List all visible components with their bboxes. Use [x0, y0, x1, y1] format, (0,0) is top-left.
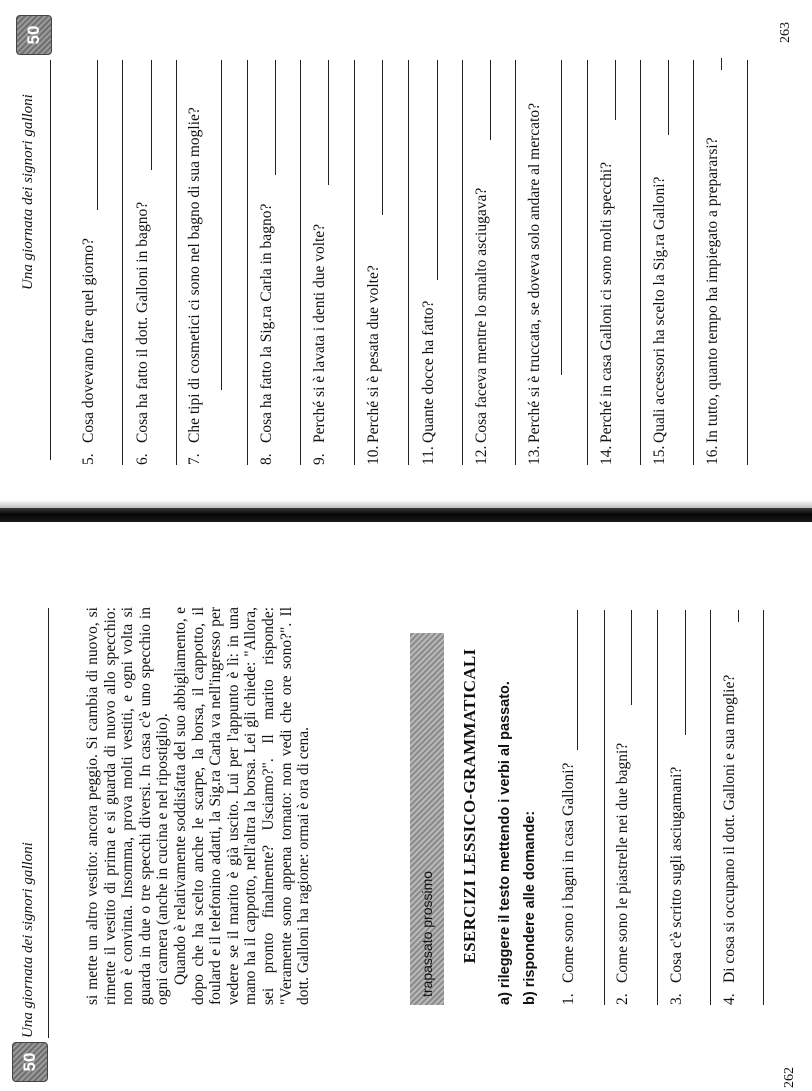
header-rule	[48, 608, 49, 1038]
answer-line-13b[interactable]	[587, 60, 588, 465]
running-head: Una giornata dei signori galloni	[20, 94, 36, 290]
answer-line-11b[interactable]	[462, 60, 463, 465]
question-text: Che tipi di cosmetici ci sono nel bagno di sua moglie?	[186, 107, 203, 443]
question-number: 5.	[80, 453, 97, 465]
question-text: Perché si è lavata i denti due volte?	[311, 223, 328, 443]
instruction-b	[522, 811, 538, 1005]
question-number: 7.	[186, 453, 203, 465]
answer-line-16b[interactable]	[747, 60, 748, 465]
answer-line-12a[interactable]	[490, 60, 491, 140]
question-text: Di cosa si occupano il dott. Galloni e sua moglie?	[721, 674, 738, 983]
question-text: Cosa c'è scritto sugli asciugamani?	[668, 766, 685, 983]
answer-line-8b[interactable]	[300, 60, 301, 465]
question-number: 10.	[365, 445, 382, 465]
grammar-tag	[410, 633, 444, 1005]
story-paragraph-1: si mette un altro vestito: ancora peggio. Si cambia di nuovo, si rimette il vestito di prima e si guarda di nuovo allo specchio: non è convinta. Insomma, prova molti vestiti, e ogni volta si guarda in due o tre specchi diversi. In casa c'è uno specchio in ogni camera (anche in cucina e nel ripostiglio).	[84, 607, 172, 1005]
answer-line-9b[interactable]	[354, 60, 355, 465]
answer-line-15a[interactable]	[668, 60, 669, 135]
grammar-tag-label: trapassato prossimo	[419, 870, 435, 997]
question-text: Perché si è pesata due volte?	[365, 265, 382, 443]
question-text: Cosa ha fatto il dott. Galloni in bagno?	[134, 201, 151, 443]
question-number: 8.	[258, 453, 275, 465]
answer-line-12b[interactable]	[515, 60, 516, 465]
question-1	[560, 763, 578, 1005]
page-number: 262	[782, 1067, 797, 1088]
question-number: 13.	[526, 445, 543, 465]
answer-line-10b[interactable]	[408, 60, 409, 465]
question-text: Quali accessori ha scelto la Sig.ra Galloni?	[651, 176, 668, 443]
chapter-number: 50	[20, 1052, 39, 1072]
answer-line-5a[interactable]	[97, 60, 98, 210]
instruction-a	[497, 681, 513, 1005]
instruction-a-text: rileggere il testo mettendo i verbi al passato.	[497, 681, 513, 989]
answer-line-2b[interactable]	[657, 610, 658, 1005]
question-16	[704, 137, 722, 465]
question-10	[365, 265, 383, 465]
answer-line-7b[interactable]	[247, 60, 248, 465]
question-text: Quante docce ha fatto?	[420, 300, 437, 443]
question-number: 15.	[651, 445, 668, 465]
question-13	[526, 60, 544, 465]
answer-line-7a[interactable]	[221, 60, 222, 390]
answer-line-16a[interactable]	[721, 58, 722, 70]
question-number: 4.	[721, 993, 738, 1005]
question-3	[668, 767, 686, 1005]
question-4	[721, 675, 739, 1005]
answer-line-9a[interactable]	[328, 60, 329, 185]
answer-line-10a[interactable]	[382, 60, 383, 215]
chapter-number-badge	[16, 15, 52, 55]
story-paragraph-2: Quando è relativamente soddisfatta del suo abbigliamento, e dopo che ha scelto anche le scarpe, la borsa, il cappotto, il foulard e il telefonino adatti, la Sig.ra Carla va nell'ingresso per vedere se il marito è già uscito. Lui per l'appunto è lì: in una mano ha il cappotto, nell'altra la borsa. Lei gli chiede: "Allora, sei pronto finalmente? Usciamo?". Il marito risponde: "Veramente sono appena tornato: non vedi che ore sono?". Il dott. Galloni ha ragione: ormai è ora di cena.	[171, 607, 313, 1005]
page-262	[0, 545, 812, 1090]
answer-line-3a[interactable]	[685, 610, 686, 735]
question-text: Come sono i bagni in casa Galloni?	[560, 762, 577, 983]
answer-line-4b[interactable]	[763, 610, 764, 1005]
answer-line-11a[interactable]	[437, 60, 438, 280]
question-text: Cosa dovevano fare quel giorno?	[80, 238, 97, 443]
question-15	[651, 177, 669, 465]
answer-line-6b[interactable]	[176, 60, 177, 465]
page-263	[0, 0, 812, 525]
running-head: Una giornata dei signori galloni	[20, 842, 36, 1038]
question-9	[311, 224, 329, 465]
question-2	[614, 743, 632, 1005]
answer-line-15b[interactable]	[693, 60, 694, 465]
answer-line-14b[interactable]	[640, 60, 641, 465]
answer-line-2a[interactable]	[631, 610, 632, 705]
answer-line-3b[interactable]	[710, 610, 711, 1005]
instruction-b-label: b)	[522, 991, 538, 1005]
answer-line-1a[interactable]	[577, 610, 578, 750]
question-number: 1.	[560, 993, 577, 1005]
question-number: 16.	[704, 445, 721, 465]
question-number: 12.	[473, 445, 490, 465]
answer-line-4a[interactable]	[738, 610, 739, 622]
header-rule	[50, 60, 51, 460]
question-text: Cosa faceva mentre lo smalto asciugava?	[473, 187, 490, 443]
answer-line-14a[interactable]	[615, 60, 616, 120]
question-number: 14.	[598, 445, 615, 465]
question-text: Perché si è truccata, se doveva solo andare al mercato?	[526, 103, 543, 443]
answer-line-13a[interactable]	[561, 60, 562, 375]
question-text: Cosa ha fatto la Sig.ra Carla in bagno?	[258, 203, 275, 443]
question-7	[186, 60, 204, 465]
question-text: Come sono le piastrelle nei due bagni?	[614, 742, 631, 983]
instruction-a-label: a)	[497, 992, 513, 1005]
answer-line-6a[interactable]	[151, 60, 152, 170]
page-number: 263	[778, 22, 793, 43]
question-number: 3.	[668, 993, 685, 1005]
answer-line-5b[interactable]	[122, 60, 123, 465]
question-6	[134, 202, 152, 465]
question-number: 6.	[134, 453, 151, 465]
question-11	[420, 301, 438, 465]
question-number: 11.	[420, 446, 437, 465]
question-12	[473, 188, 491, 465]
instruction-b-text: rispondere alle domande:	[522, 810, 538, 988]
answer-line-1b[interactable]	[604, 610, 605, 1005]
story-text	[84, 607, 313, 1005]
exercises-title: ESERCIZI LESSICO-GRAMMATICALI	[460, 648, 479, 964]
question-number: 9.	[311, 453, 328, 465]
answer-line-8a[interactable]	[275, 60, 276, 175]
question-text: Perché in casa Galloni ci sono molti specchi?	[598, 161, 615, 443]
question-5	[80, 238, 98, 465]
question-14	[598, 162, 616, 465]
chapter-number-badge	[12, 1042, 48, 1082]
question-8	[258, 204, 276, 465]
question-number: 2.	[614, 993, 631, 1005]
chapter-number: 50	[24, 25, 43, 45]
question-text: In tutto, quanto tempo ha impiegato a prepararsi?	[704, 137, 721, 443]
